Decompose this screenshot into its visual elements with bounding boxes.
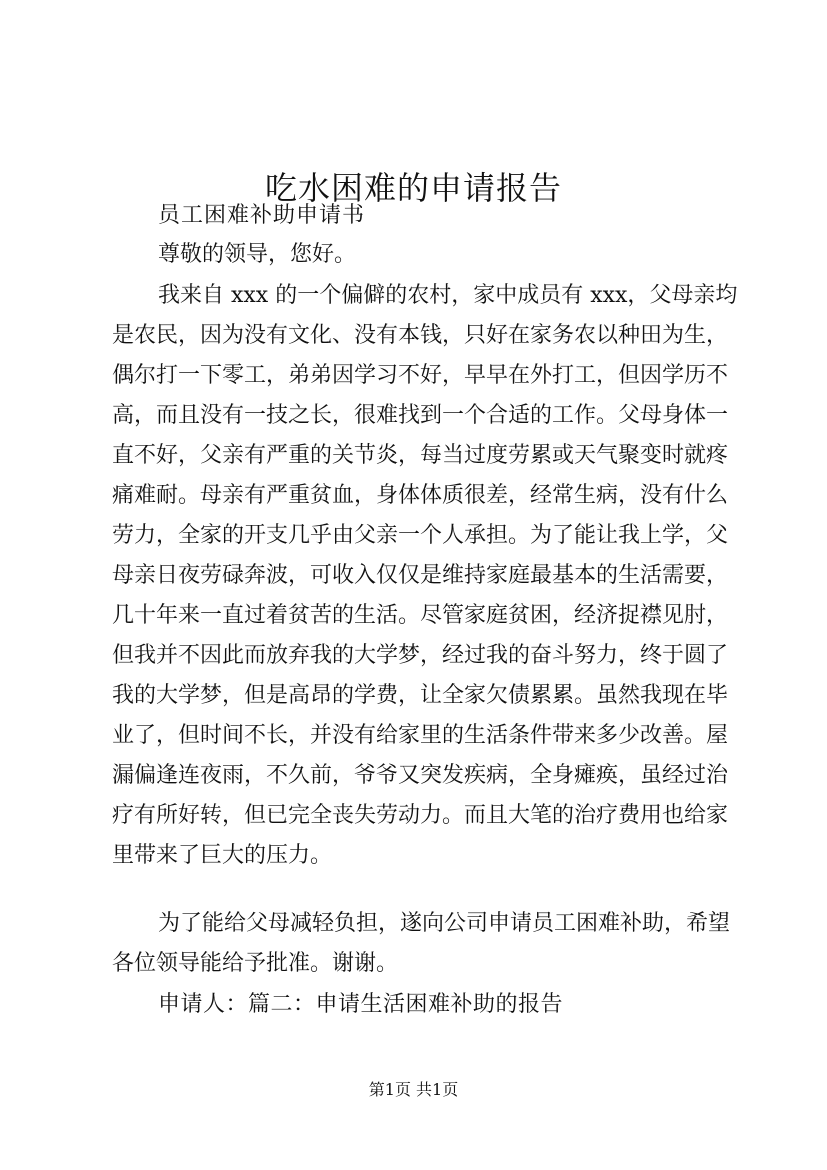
paragraph-2 [112, 904, 732, 984]
paragraph-line: 偶尔打一下零工，弟弟因学习不好，早早在外打工，但因学历不 [112, 363, 729, 388]
paragraph-line: 我来自 xxx 的一个偏僻的农村，家中成员有 xxx，父母亲均 [158, 283, 738, 308]
paragraph-line: 各位领导能给予批准。谢谢。 [112, 951, 399, 976]
page-footer: 第1页 共1页 [368, 1080, 459, 1099]
paragraph-line: 疗有所好转，但已完全丧失劳动力。而且大笔的治疗费用也给家 [112, 803, 729, 828]
paragraph-1 [112, 276, 738, 876]
paragraph-line: 业了，但时间不长，并没有给家里的生活条件带来多少改善。屋 [112, 723, 729, 748]
paragraph-line: 我的大学梦，但是高昂的学费，让全家欠债累累。虽然我现在毕 [112, 683, 729, 708]
subheading: 员工困难补助申请书 [158, 203, 366, 228]
paragraph-line: 是农民，因为没有文化、没有本钱，只好在家务农以种田为生， [112, 323, 729, 348]
paragraph-line: 几十年来一直过着贫苦的生活。尽管家庭贫困，经济捉襟见肘， [112, 603, 729, 628]
paragraph-line: 漏偏逢连夜雨，不久前，爷爷又突发疾病，全身瘫痪，虽经过治 [112, 763, 729, 788]
document-title: 吃水困难的申请报告 [264, 169, 562, 208]
paragraph-line: 痛难耐。母亲有严重贫血，身体体质很差，经常生病，没有什么 [112, 483, 729, 508]
paragraph-line: 母亲日夜劳碌奔波，可收入仅仅是维持家庭最基本的生活需要， [112, 563, 729, 588]
paragraph-line: 高，而且没有一技之长，很难找到一个合适的工作。父母身体一 [112, 403, 729, 428]
applicant-line: 申请人：篇二：申请生活困难补助的报告 [158, 992, 564, 1017]
greeting: 尊敬的领导，您好。 [158, 242, 357, 267]
paragraph-line: 但我并不因此而放弃我的大学梦，经过我的奋斗努力，终于圆了 [112, 643, 729, 668]
paragraph-line: 直不好，父亲有严重的关节炎，每当过度劳累或天气聚变时就疼 [112, 443, 729, 468]
paragraph-line: 劳力，全家的开支几乎由父亲一个人承担。为了能让我上学，父 [112, 523, 729, 548]
paragraph-line: 里带来了巨大的压力。 [112, 843, 333, 868]
paragraph-line: 为了能给父母减轻负担，遂向公司申请员工困难补助，希望 [158, 911, 731, 936]
